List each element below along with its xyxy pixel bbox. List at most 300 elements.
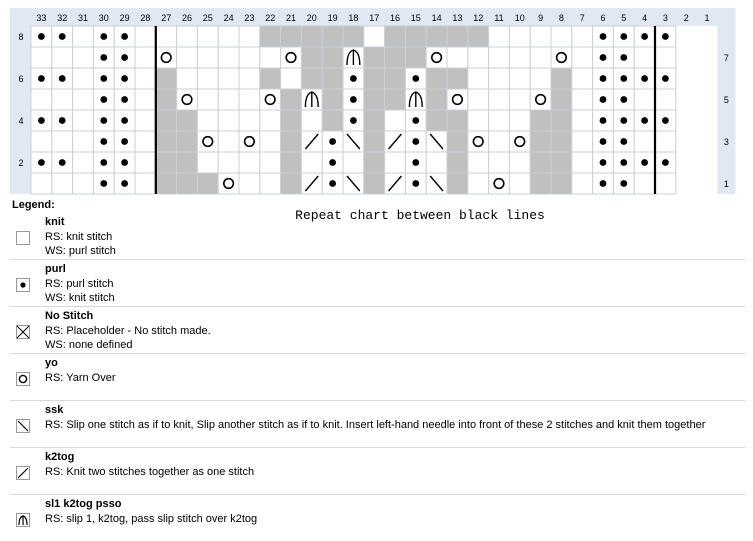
stitch-cell	[551, 26, 572, 47]
stitch-cell	[489, 131, 510, 152]
stitch-cell	[530, 131, 551, 152]
stitch-cell	[260, 131, 281, 152]
stitch-cell	[426, 152, 447, 173]
purl-dot	[641, 75, 648, 82]
stitch-cell	[426, 68, 447, 89]
column-number: 33	[36, 13, 47, 23]
purl-dot	[641, 33, 648, 40]
stitch-cell	[509, 110, 530, 131]
legend-item-sl1-k2tog-psso	[10, 495, 745, 541]
stitch-cell	[177, 173, 198, 194]
purl-dot	[38, 159, 45, 166]
repeat-instruction: Repeat chart between black lines	[295, 208, 545, 223]
stitch-cell	[322, 89, 343, 110]
stitch-cell	[551, 131, 572, 152]
stitch-cell	[530, 26, 551, 47]
stitch-cell	[551, 173, 572, 194]
stitch-cell	[281, 131, 302, 152]
purl-dot	[412, 159, 419, 166]
column-number: 12	[473, 13, 484, 23]
row-number-right: 1	[723, 179, 729, 189]
stitch-cell	[239, 131, 260, 152]
stitch-cell	[239, 89, 260, 110]
stitch-cell	[634, 173, 655, 194]
purl-dot	[38, 33, 45, 40]
stitch-cell	[468, 47, 489, 68]
stitch-cell	[447, 152, 468, 173]
column-number: 20	[306, 13, 317, 23]
stitch-cell	[655, 89, 676, 110]
stitch-cell	[551, 110, 572, 131]
stitch-cell	[73, 110, 94, 131]
legend-desc: RS: Slip one stitch as if to knit, Slip another stitch as if to knit. Insert left-hand needle into front of these 2 stitches and knit them together	[45, 419, 706, 431]
stitch-cell	[322, 47, 343, 68]
stitch-cell	[468, 68, 489, 89]
purl-dot	[620, 159, 627, 166]
column-number: 27	[161, 13, 172, 23]
purl-dot	[600, 33, 607, 40]
stitch-cell	[322, 110, 343, 131]
stitch-cell	[177, 47, 198, 68]
stitch-cell	[385, 47, 406, 68]
column-number: 8	[558, 13, 564, 23]
column-number: 1	[704, 13, 710, 23]
legend-item-no-stitch	[10, 307, 745, 354]
column-number: 31	[77, 13, 89, 23]
stitch-cell	[73, 152, 94, 173]
stitch-cell	[156, 152, 177, 173]
stitch-cell	[447, 131, 468, 152]
purl-dot	[100, 180, 107, 187]
stitch-cell	[260, 68, 281, 89]
stitch-cell	[197, 26, 218, 47]
stitch-cell	[301, 68, 322, 89]
stitch-cell	[218, 47, 239, 68]
column-number: 17	[369, 13, 380, 23]
stitch-cell	[572, 68, 593, 89]
knitting-chart	[0, 0, 753, 196]
stitch-cell	[135, 152, 156, 173]
stitch-cell	[73, 26, 94, 47]
purl-dot	[100, 138, 107, 145]
column-number: 18	[348, 13, 359, 23]
purl-dot	[600, 54, 607, 61]
purl-dot	[600, 138, 607, 145]
stitch-cell	[239, 26, 260, 47]
row-number-column-left	[10, 26, 31, 194]
row-number-left: 4	[18, 116, 24, 126]
stitch-cell	[239, 173, 260, 194]
stitch-cell	[73, 89, 94, 110]
legend-desc: RS: purl stitch	[45, 278, 114, 290]
stitch-cell	[239, 47, 260, 68]
stitch-cell	[364, 89, 385, 110]
stitch-cell	[218, 26, 239, 47]
column-number: 3	[662, 13, 668, 23]
stitch-cell	[135, 89, 156, 110]
legend-item-yo	[10, 354, 745, 401]
stitch-cell	[426, 26, 447, 47]
stitch-cell	[364, 110, 385, 131]
stitch-cell	[551, 68, 572, 89]
stitch-cell	[197, 173, 218, 194]
purl-dot	[350, 96, 357, 103]
column-number: 11	[494, 13, 504, 23]
purl-dot	[620, 180, 627, 187]
row-number-right: 5	[723, 95, 729, 105]
stitch-cell	[52, 173, 73, 194]
purl-dot	[100, 159, 107, 166]
column-number: 10	[514, 13, 525, 23]
stitch-cell	[572, 89, 593, 110]
stitch-cell	[489, 152, 510, 173]
column-number: 21	[285, 13, 297, 23]
legend-desc: RS: knit stitch	[45, 231, 113, 243]
stitch-cell	[156, 110, 177, 131]
stitch-cell	[509, 68, 530, 89]
stitch-cell	[73, 173, 94, 194]
purl-dot	[38, 117, 45, 124]
stitch-cell	[530, 173, 551, 194]
legend-name: ssk	[45, 404, 64, 416]
stitch-cell	[509, 89, 530, 110]
stitch-cell	[468, 173, 489, 194]
stitch-cell	[239, 68, 260, 89]
purl-dot	[121, 159, 128, 166]
stitch-cell	[530, 152, 551, 173]
column-number: 4	[642, 13, 648, 23]
legend-desc: WS: purl stitch	[45, 245, 116, 257]
purl-dot	[100, 54, 107, 61]
column-number: 26	[181, 13, 193, 23]
stitch-cell	[322, 26, 343, 47]
stitch-cell	[468, 152, 489, 173]
stitch-cell	[218, 89, 239, 110]
row-number-right: 3	[723, 137, 729, 147]
stitch-cell	[551, 152, 572, 173]
stitch-cell	[447, 89, 468, 110]
stitch-cell	[364, 47, 385, 68]
stitch-cell	[301, 152, 322, 173]
purl-dot	[620, 54, 627, 61]
stitch-cell	[385, 68, 406, 89]
stitch-cell	[530, 110, 551, 131]
column-number: 6	[600, 13, 606, 23]
purl-symbol-icon	[16, 278, 30, 292]
stitch-cell	[197, 68, 218, 89]
stitch-cell	[447, 26, 468, 47]
purl-dot	[620, 117, 627, 124]
stitch-cell	[31, 47, 52, 68]
stitch-cell	[218, 68, 239, 89]
stitch-cell	[135, 68, 156, 89]
stitch-cell	[156, 26, 177, 47]
purl-dot	[329, 180, 336, 187]
stitch-cell	[177, 26, 198, 47]
purl-dot	[662, 159, 669, 166]
column-number: 15	[410, 13, 421, 23]
stitch-cell	[447, 47, 468, 68]
stitch-cell	[634, 89, 655, 110]
stitch-cell	[509, 47, 530, 68]
stitch-cell	[177, 110, 198, 131]
stitch-cell	[177, 89, 198, 110]
column-number: 28	[140, 13, 151, 23]
legend-desc: RS: Yarn Over	[45, 372, 116, 384]
column-number: 19	[327, 13, 338, 23]
stitch-cell	[260, 173, 281, 194]
legend-item-ssk	[10, 401, 745, 448]
stitch-cell	[468, 89, 489, 110]
purl-dot	[600, 117, 607, 124]
purl-dot	[121, 54, 128, 61]
stitch-cell	[239, 110, 260, 131]
column-number: 16	[389, 13, 401, 23]
purl-dot	[600, 75, 607, 82]
stitch-cell	[489, 47, 510, 68]
legend-name: No Stitch	[45, 310, 94, 322]
stitch-cell	[385, 89, 406, 110]
legend-desc: RS: slip 1, k2tog, pass slip stitch over k2tog	[45, 513, 258, 525]
row-number-left: 2	[18, 158, 24, 168]
stitch-cell	[572, 131, 593, 152]
column-number: 25	[202, 13, 213, 23]
purl-dot	[329, 138, 336, 145]
purl-dot	[620, 33, 627, 40]
sl1-k2tog-psso-symbol-icon	[16, 513, 30, 527]
stitch-cell	[52, 89, 73, 110]
stitch-cell	[509, 152, 530, 173]
stitch-cell	[530, 68, 551, 89]
column-number: 2	[683, 13, 689, 23]
no-stitch-symbol-icon	[16, 325, 30, 339]
stitch-cell	[177, 68, 198, 89]
stitch-cell	[260, 26, 281, 47]
stitch-cell	[655, 131, 676, 152]
legend	[10, 213, 745, 541]
legend-name: sl1 k2tog psso	[45, 498, 122, 510]
legend-item-purl	[10, 260, 745, 307]
stitch-cell	[405, 47, 426, 68]
stitch-cell	[385, 152, 406, 173]
stitch-cell	[489, 26, 510, 47]
stitch-cell	[218, 110, 239, 131]
stitch-cell	[364, 173, 385, 194]
stitch-cell	[572, 110, 593, 131]
purl-dot	[121, 96, 128, 103]
purl-dot	[59, 33, 66, 40]
purl-dot	[350, 75, 357, 82]
purl-dot	[100, 117, 107, 124]
purl-dot	[38, 75, 45, 82]
purl-dot	[100, 96, 107, 103]
stitch-cell	[447, 68, 468, 89]
stitch-cell	[281, 152, 302, 173]
legend-name: purl	[45, 263, 66, 275]
stitch-cell	[489, 110, 510, 131]
purl-dot	[121, 117, 128, 124]
stitch-cell	[551, 89, 572, 110]
stitch-cell	[218, 173, 239, 194]
column-number: 7	[579, 13, 585, 23]
stitch-cell	[572, 173, 593, 194]
purl-dot	[121, 75, 128, 82]
stitch-cell	[509, 26, 530, 47]
legend-desc: RS: Placeholder - No stitch made.	[45, 325, 211, 337]
stitch-cell	[281, 47, 302, 68]
stitch-cell	[468, 131, 489, 152]
purl-dot	[121, 138, 128, 145]
stitch-cell	[655, 173, 676, 194]
stitch-cell	[281, 68, 302, 89]
stitch-cell	[260, 110, 281, 131]
stitch-cell	[260, 152, 281, 173]
stitch-cell	[530, 89, 551, 110]
purl-dot	[121, 180, 128, 187]
stitch-cell	[322, 68, 343, 89]
row-number-left: 6	[18, 74, 24, 84]
column-number: 32	[57, 13, 68, 23]
stitch-cell	[156, 131, 177, 152]
stitch-cell	[260, 47, 281, 68]
stitch-cell	[135, 131, 156, 152]
purl-dot	[641, 159, 648, 166]
stitch-cell	[281, 89, 302, 110]
yo-symbol-icon	[16, 372, 30, 386]
stitch-cell	[197, 110, 218, 131]
stitch-cell	[489, 68, 510, 89]
legend-name: knit	[45, 216, 65, 228]
stitch-cell	[156, 68, 177, 89]
stitch-cell	[572, 26, 593, 47]
legend-title: Legend:	[12, 199, 55, 211]
stitch-cell	[73, 68, 94, 89]
purl-dot	[412, 75, 419, 82]
stitch-cell	[52, 47, 73, 68]
legend-desc: WS: knit stitch	[45, 292, 115, 304]
stitch-cell	[509, 131, 530, 152]
stitch-cell	[281, 26, 302, 47]
stitch-cell	[426, 89, 447, 110]
purl-dot	[600, 96, 607, 103]
purl-dot	[620, 75, 627, 82]
stitch-cell	[197, 152, 218, 173]
stitch-cell	[364, 68, 385, 89]
purl-dot	[59, 75, 66, 82]
knit-symbol-icon	[16, 231, 30, 245]
stitch-cell	[260, 89, 281, 110]
stitch-cell	[156, 47, 177, 68]
stitch-cell	[655, 47, 676, 68]
column-number: 13	[452, 13, 463, 23]
ssk-symbol-icon	[16, 419, 30, 433]
stitch-cell	[218, 152, 239, 173]
purl-dot	[620, 96, 627, 103]
stitch-cell	[177, 152, 198, 173]
purl-dot	[600, 180, 607, 187]
purl-dot	[350, 117, 357, 124]
stitch-cell	[301, 26, 322, 47]
k2tog-symbol-icon	[16, 466, 30, 480]
stitch-cell	[177, 131, 198, 152]
purl-dot	[662, 117, 669, 124]
stitch-cell	[135, 173, 156, 194]
stitch-cell	[73, 131, 94, 152]
stitch-cell	[447, 173, 468, 194]
stitch-cell	[468, 110, 489, 131]
purl-dot	[121, 33, 128, 40]
stitch-cell	[426, 47, 447, 68]
column-number: 24	[223, 13, 234, 23]
legend-item-k2tog	[10, 448, 745, 495]
stitch-cell	[156, 173, 177, 194]
stitch-cell	[572, 47, 593, 68]
row-number-left: 8	[18, 32, 24, 42]
purl-dot	[641, 117, 648, 124]
legend-name: k2tog	[45, 451, 75, 463]
row-number-right: 7	[723, 53, 729, 63]
stitch-cell	[343, 152, 364, 173]
column-number: 5	[621, 13, 627, 23]
purl-dot	[412, 117, 419, 124]
legend-name: yo	[45, 357, 58, 369]
purl-dot	[100, 75, 107, 82]
column-number: 30	[98, 13, 109, 23]
stitch-cell	[197, 47, 218, 68]
stitch-cell	[426, 110, 447, 131]
stitch-cell	[281, 173, 302, 194]
stitch-cell	[385, 110, 406, 131]
stitch-cell	[489, 89, 510, 110]
stitch-cell	[343, 26, 364, 47]
purl-dot	[59, 159, 66, 166]
stitch-cell	[31, 89, 52, 110]
stitch-cell	[52, 131, 73, 152]
stitch-cell	[135, 110, 156, 131]
stitch-cell	[447, 110, 468, 131]
column-number: 29	[119, 13, 130, 23]
stitch-cell	[634, 131, 655, 152]
stitch-cell	[364, 131, 385, 152]
stitch-cell	[197, 89, 218, 110]
stitch-cell	[364, 152, 385, 173]
stitch-cell	[468, 26, 489, 47]
purl-dot	[600, 159, 607, 166]
row-number-column-right	[717, 26, 735, 194]
legend-desc: WS: none defined	[45, 339, 133, 351]
purl-dot	[100, 33, 107, 40]
stitch-cell	[156, 89, 177, 110]
stitch-cell	[364, 26, 385, 47]
purl-dot	[59, 117, 66, 124]
stitch-cell	[239, 152, 260, 173]
stitch-cell	[572, 152, 593, 173]
column-number: 23	[244, 13, 255, 23]
stitch-cell	[197, 131, 218, 152]
stitch-cell	[31, 131, 52, 152]
stitch-cell	[509, 173, 530, 194]
stitch-cell	[135, 26, 156, 47]
stitch-cell	[634, 47, 655, 68]
purl-dot	[620, 138, 627, 145]
stitch-cell	[135, 47, 156, 68]
stitch-cell	[301, 47, 322, 68]
stitch-cell	[301, 110, 322, 131]
column-number: 14	[431, 13, 442, 23]
purl-dot	[329, 159, 336, 166]
stitch-cell	[31, 173, 52, 194]
purl-dot	[412, 138, 419, 145]
